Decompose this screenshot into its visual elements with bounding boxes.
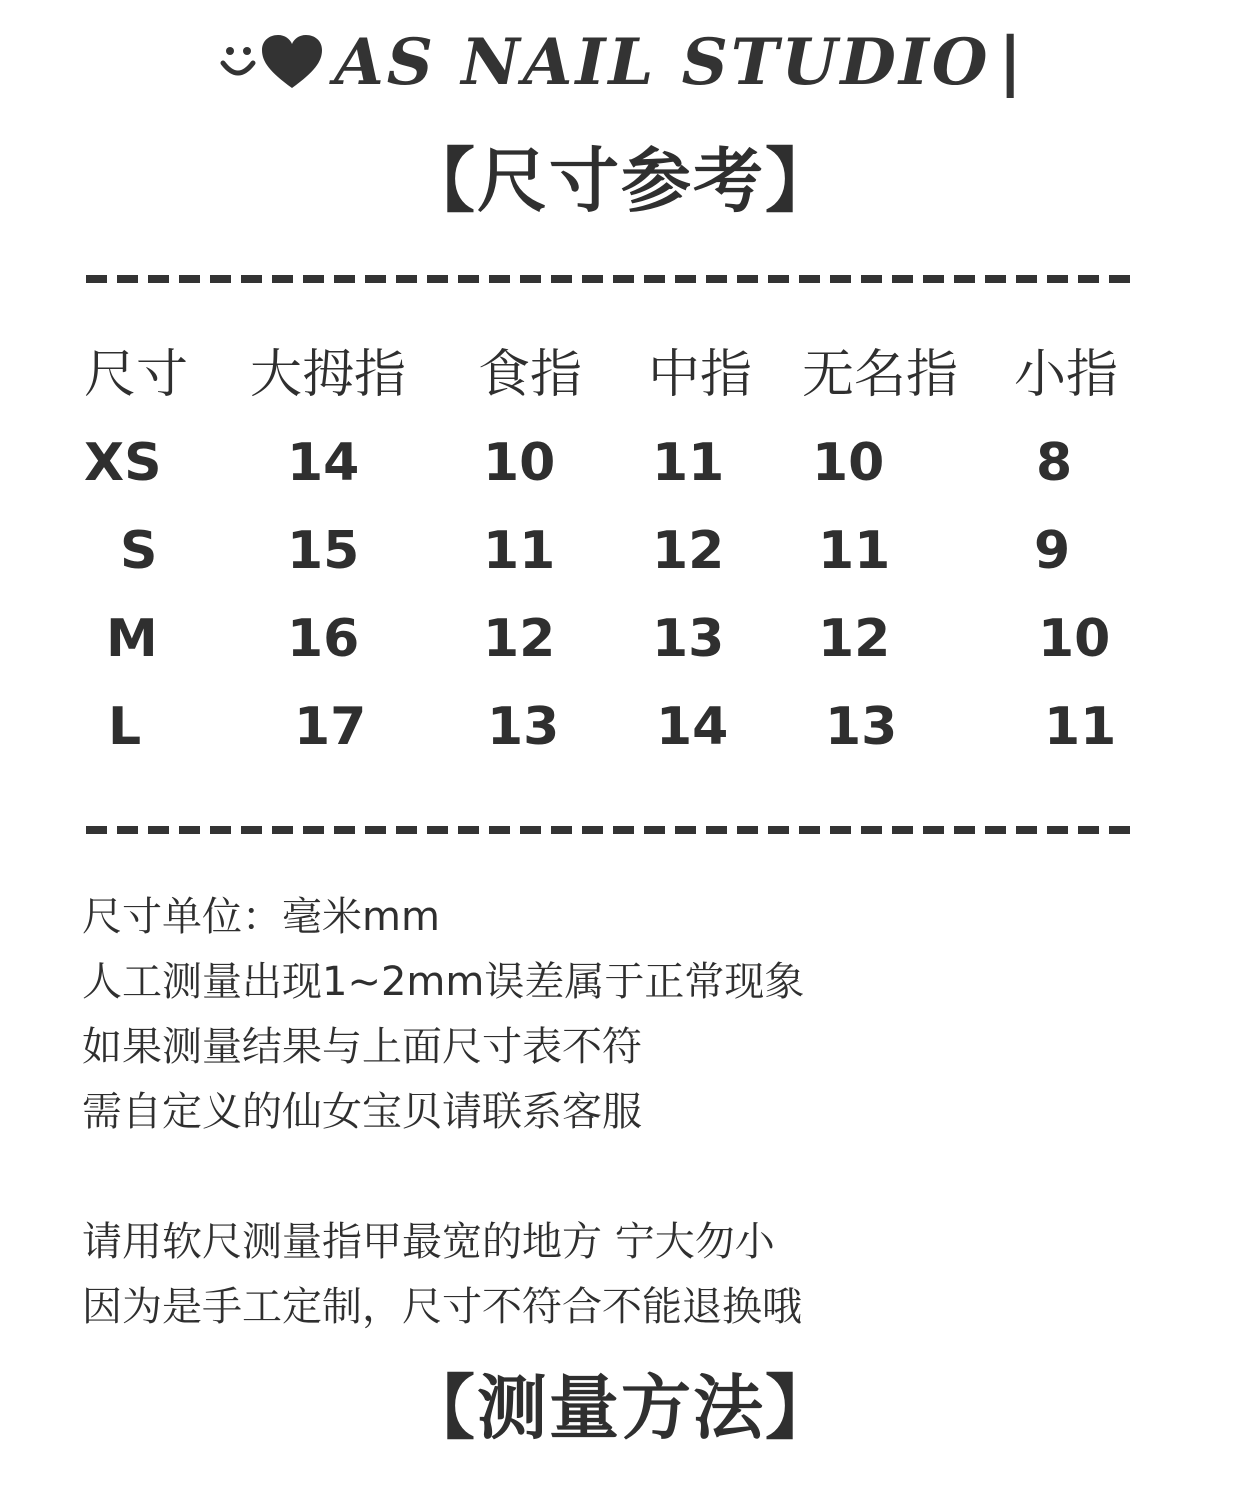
table-cell: 14 (656, 697, 729, 757)
table-cell: 12 (652, 521, 725, 581)
table-cell: 12 (483, 609, 556, 669)
brand-cursor: | (998, 25, 1022, 99)
table-cell: 15 (287, 521, 360, 581)
table-cell: 8 (1036, 433, 1073, 493)
header-ring-finger: 无名指 (802, 345, 959, 405)
header-middle-finger: 中指 (648, 345, 753, 405)
size-label-m: M (106, 609, 158, 669)
note-mismatch: 如果测量结果与上面尺寸表不符 (82, 1024, 642, 1070)
table-cell: 10 (483, 433, 556, 493)
note-unit: 尺寸单位：毫米mm (82, 894, 440, 940)
table-cell: 12 (818, 609, 891, 669)
table-cell: 16 (287, 609, 360, 669)
table-cell: 13 (652, 609, 725, 669)
table-cell: 13 (825, 697, 898, 757)
size-reference-title: 【尺寸参考】 (405, 140, 837, 222)
header-index-finger: 食指 (478, 345, 583, 405)
table-cell: 11 (818, 521, 891, 581)
brand-header (0, 22, 1242, 102)
note-no-return: 因为是手工定制，尺寸不符合不能退换哦 (82, 1284, 802, 1330)
table-cell: 11 (483, 521, 556, 581)
header-size: 尺寸 (84, 345, 189, 405)
table-cell: 17 (294, 697, 367, 757)
size-label-l: L (108, 697, 142, 757)
note-measure-tip: 请用软尺测量指甲最宽的地方 宁大勿小 (82, 1219, 775, 1265)
table-cell: 10 (1038, 609, 1111, 669)
table-cell: 11 (1044, 697, 1117, 757)
table-cell: 14 (287, 433, 360, 493)
header-little-finger: 小指 (1014, 345, 1119, 405)
heart-icon (260, 34, 324, 90)
dashed-divider (86, 826, 1130, 834)
table-cell: 9 (1034, 521, 1071, 581)
table-cell: 10 (812, 433, 885, 493)
note-custom-contact: 需自定义的仙女宝贝请联系客服 (82, 1089, 642, 1135)
smiley-face-icon (220, 37, 256, 87)
measurement-method-title: 【测量方法】 (405, 1367, 837, 1449)
note-error-margin: 人工测量出现1~2mm误差属于正常现象 (82, 959, 805, 1005)
table-cell: 13 (487, 697, 560, 757)
size-label-xs: XS (84, 433, 162, 493)
header-thumb: 大拇指 (250, 345, 407, 405)
dashed-divider (86, 275, 1130, 283)
table-cell: 11 (652, 433, 725, 493)
brand-name: AS NAIL STUDIO (334, 24, 991, 100)
size-label-s: S (120, 521, 158, 581)
